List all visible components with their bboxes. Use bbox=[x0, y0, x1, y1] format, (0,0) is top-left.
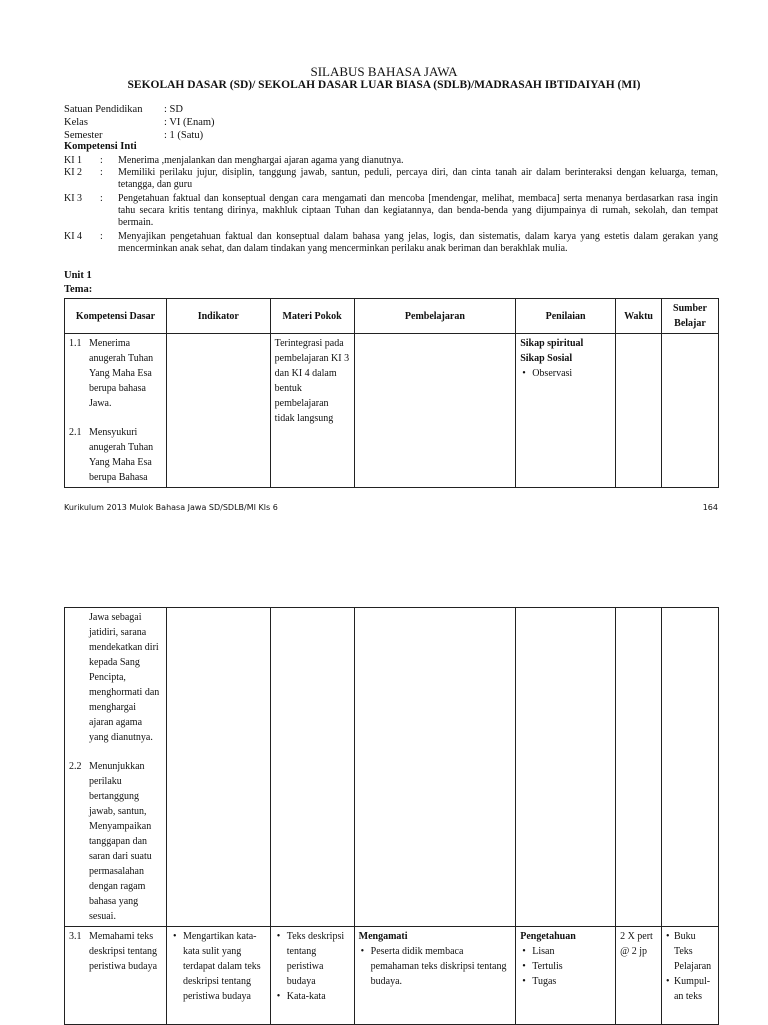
kd-number: 3.1 bbox=[69, 931, 82, 942]
column-header: Sumber Belajar bbox=[662, 299, 719, 334]
unit-label: Unit 1 bbox=[64, 270, 92, 281]
ki-number: KI 2 bbox=[64, 167, 83, 178]
meta-label: Kelas bbox=[64, 117, 88, 128]
penilaian-item: • Tugas bbox=[520, 974, 611, 989]
table-row bbox=[65, 927, 719, 1025]
materi-text: Terintegrasi pada pembelajaran KI 3 dan KI 4 dalam bentuk pembelajaran tidak langsung bbox=[274, 338, 350, 424]
meta-value: : VI (Enam) bbox=[164, 117, 215, 128]
kd-text: Menunjukkan perilaku bertanggung jawab, santun, Menyampaikan tanggapan dan saran dari suatu permasalahan dengan ragam bahasa yang sesuai. bbox=[89, 761, 152, 922]
indikator-cell bbox=[166, 608, 270, 927]
penilaian-item: • Tertulis bbox=[520, 959, 611, 974]
kd-item bbox=[69, 425, 162, 485]
ki-text: Menerima ,menjalankan dan menghargai ajaran agama yang dianutnya. bbox=[118, 155, 404, 166]
penilaian-heading: Pengetahuan bbox=[520, 931, 576, 942]
sumber-cell bbox=[662, 334, 719, 488]
meta-value: : 1 (Satu) bbox=[164, 130, 204, 141]
penilaian-cell bbox=[516, 334, 616, 488]
kd-text-continued: Jawa sebagai jatidiri, sarana mendekatkan diri kepada Sang Pencipta, menghormati dan menghargai ajaran agama yang dianutnya. bbox=[89, 612, 160, 743]
document-title: SILABUS BAHASA JAWA bbox=[310, 64, 458, 79]
waktu-cell bbox=[616, 334, 662, 488]
meta-label: Satuan Pendidikan bbox=[64, 104, 143, 115]
kd-number: 2.1 bbox=[69, 427, 82, 438]
materi-item: • Teks deskripsi tentang peristiwa budaya bbox=[275, 929, 350, 989]
column-header: Waktu bbox=[616, 299, 662, 334]
ki-text: Menyajikan pengetahuan faktual dan konseptual dalam bahasa yang jelas, logis, dan sistematis, dalam karya yang estetis dalam gerakan yang mencerminkan anak sehat, dan dalam tindakan yang mencerminkan perilaku anak beriman dan berakhlak mulia. bbox=[118, 231, 718, 254]
materi-cell bbox=[270, 334, 354, 488]
kd-cell bbox=[65, 334, 167, 488]
indikator-cell bbox=[166, 927, 270, 1025]
kd-text: Memahami teks deskripsi tentang peristiwa budaya bbox=[89, 931, 158, 972]
waktu-cell bbox=[616, 608, 662, 927]
pembelajaran-cell bbox=[354, 927, 516, 1025]
sumber-item: • Kumpul-an teks bbox=[664, 974, 714, 1004]
ki-item: KI 4 : Menyajikan pengetahuan faktual dan konseptual dalam bahasa yang jelas, logis, dan sistematis, dalam karya yang estetis dalam gerakan yang mencerminkan anak sehat, dan dalam tindakan yang mencerminkan perilaku anak beriman dan berakhlak mulia. bbox=[64, 231, 718, 254]
pembelajaran-cell bbox=[354, 608, 516, 927]
penilaian-heading: Sikap Sosial bbox=[520, 353, 573, 364]
kd-cell bbox=[65, 927, 167, 1025]
waktu-cell bbox=[616, 927, 662, 1025]
meta-row bbox=[64, 117, 215, 128]
ki-number: KI 3 bbox=[64, 193, 83, 204]
ki-text: Pengetahuan faktual dan konseptual dengan cara mengamati dan mencoba [mendengar, melihat, membaca] serta menanya berdasarkan rasa ingin tahu secara kritis tentang dirinya, makhluk ciptaan Tuhan dan kegiatannya, dan benda-benda yang dijumpainya di rumah, sekolah, dan tempat bermain. bbox=[118, 193, 718, 228]
kd-text: Menerima anugerah Tuhan Yang Maha Esa berupa bahasa Jawa. bbox=[89, 338, 154, 409]
meta-label: Semester bbox=[64, 130, 103, 141]
kd-text: Mensyukuri anugerah Tuhan Yang Maha Esa berupa Bahasa bbox=[89, 427, 154, 483]
kd-item bbox=[69, 759, 162, 924]
meta-value: : SD bbox=[164, 104, 183, 115]
column-header: Kompetensi Dasar bbox=[65, 299, 167, 334]
pembelajaran-item: • Peserta didik membaca pemahaman teks diskripsi tentang budaya. bbox=[359, 944, 512, 989]
ki-item: KI 1 : Menerima ,menjalankan dan menghargai ajaran agama yang dianutnya. bbox=[64, 155, 718, 167]
column-header: Penilaian bbox=[516, 299, 616, 334]
ki-heading: Kompetensi Inti bbox=[64, 141, 137, 152]
ki-item: KI 3 : Pengetahuan faktual dan konseptual dengan cara mengamati dan mencoba [mendengar, melihat, membaca] serta menanya berdasarkan rasa ingin tahu secara kritis tentang dirinya, makhluk ciptaan Tuhan dan kegiatannya, dan benda-benda yang dijumpainya di rumah, sekolah, dan tempat bermain. bbox=[64, 193, 718, 228]
kd-item bbox=[69, 336, 162, 411]
kd-number: 1.1 bbox=[69, 338, 82, 349]
table-row bbox=[65, 608, 719, 927]
footer-text: Kurikulum 2013 Mulok Bahasa Jawa SD/SDLB/MI Kls 6 bbox=[64, 503, 278, 512]
waktu-text: 2 X pert @ 2 jp bbox=[620, 931, 653, 957]
column-header: Materi Pokok bbox=[270, 299, 354, 334]
ki-number: KI 4 bbox=[64, 231, 83, 242]
syllabus-table-continued bbox=[64, 607, 719, 1025]
document-subtitle: SEKOLAH DASAR (SD)/ SEKOLAH DASAR LUAR BIASA (SDLB)/MADRASAH IBTIDAIYAH (MI) bbox=[127, 79, 641, 91]
sumber-item: • Buku Teks Pelajaran bbox=[664, 929, 714, 974]
meta-row bbox=[64, 130, 203, 141]
tema-label: Tema: bbox=[64, 284, 93, 295]
kd-number: 2.2 bbox=[69, 761, 82, 772]
sumber-cell bbox=[661, 608, 718, 927]
kd-item bbox=[69, 929, 162, 974]
syllabus-table bbox=[64, 298, 719, 488]
penilaian-item: • Observasi bbox=[520, 366, 611, 381]
sumber-cell bbox=[661, 927, 718, 1025]
materi-item: • Kata-kata bbox=[275, 989, 350, 1004]
pembelajaran-cell bbox=[354, 334, 516, 488]
penilaian-item: • Lisan bbox=[520, 944, 611, 959]
penilaian-cell bbox=[516, 927, 616, 1025]
ki-number: KI 1 bbox=[64, 155, 83, 166]
materi-cell bbox=[270, 927, 354, 1025]
kd-cell bbox=[65, 608, 167, 927]
penilaian-heading: Sikap spiritual bbox=[520, 338, 584, 349]
ki-item: KI 2 : Memiliki perilaku jujur, disiplin, tanggung jawab, santun, peduli, percaya diri, dan cinta tanah air dalam berinteraksi dengan keluarga, teman, tetangga, dan guru bbox=[64, 167, 718, 190]
table-header-row bbox=[65, 299, 719, 334]
indikator-item: • Mengartikan kata-kata sulit yang terdapat dalam teks deskripsi tentang peristiwa budaya bbox=[171, 929, 266, 1004]
page-number: 164 bbox=[702, 503, 718, 512]
pembelajaran-heading: Mengamati bbox=[358, 931, 408, 942]
column-header: Indikator bbox=[166, 299, 270, 334]
meta-row bbox=[64, 104, 183, 115]
table-row bbox=[65, 334, 719, 488]
penilaian-cell bbox=[516, 608, 616, 927]
page-footer bbox=[64, 503, 718, 512]
ki-text: Memiliki perilaku jujur, disiplin, tanggung jawab, santun, peduli, percaya diri, dan cinta tanah air dalam berinteraksi dengan keluarga, teman, tetangga, dan guru bbox=[118, 167, 718, 190]
column-header: Pembelajaran bbox=[354, 299, 516, 334]
indikator-cell bbox=[166, 334, 270, 488]
materi-cell bbox=[270, 608, 354, 927]
